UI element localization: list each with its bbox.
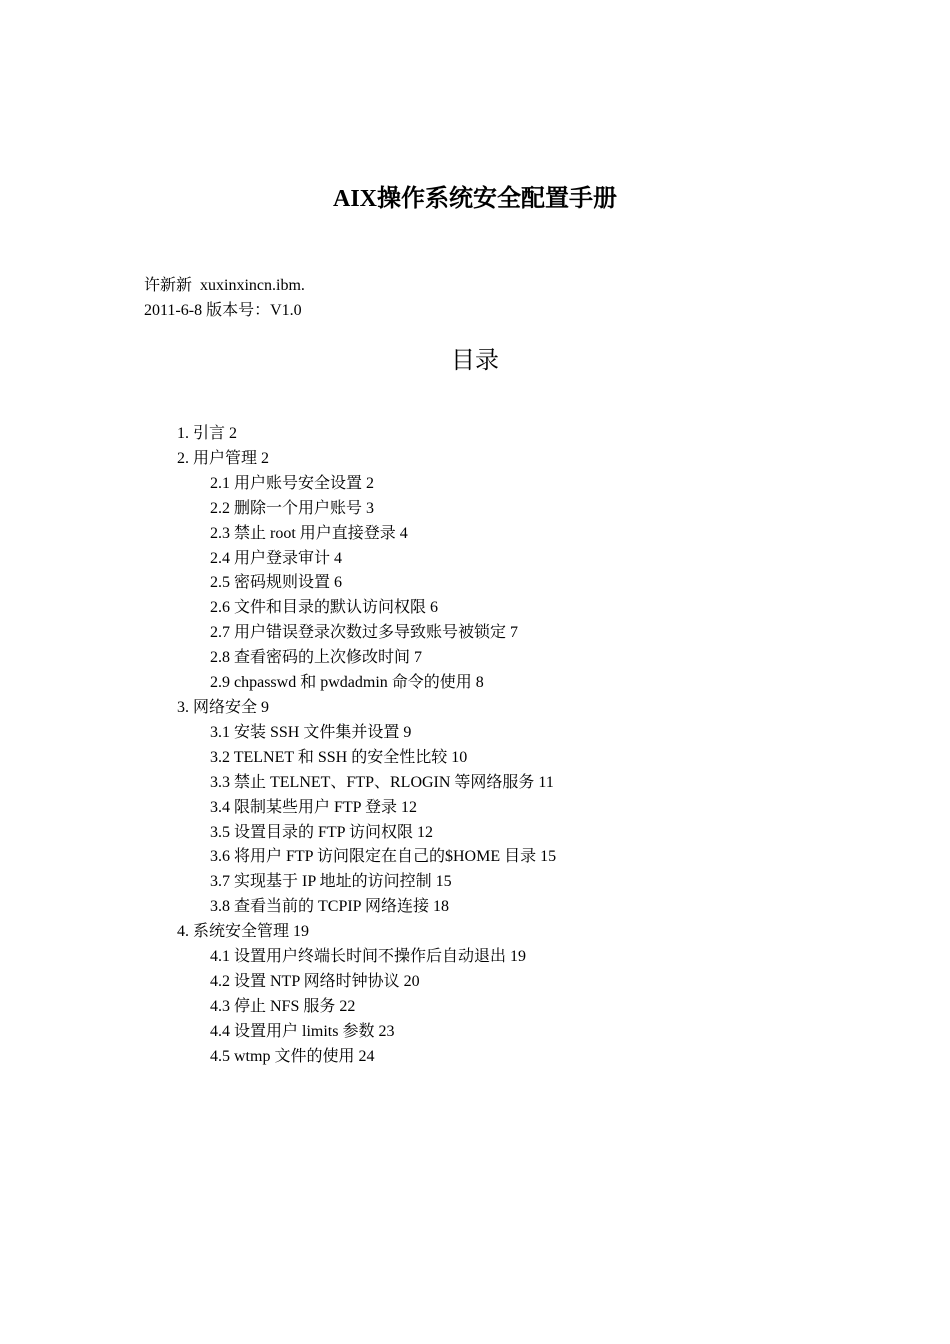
toc-entry[interactable]: 1. 引言 2 <box>177 425 238 442</box>
toc-entry[interactable]: 4.3 停止 NFS 服务 22 <box>210 997 356 1015</box>
toc-entry[interactable]: 3.2 TELNET 和 SSH 的安全性比较 10 <box>210 748 468 766</box>
toc-entry[interactable]: 2.8 查看密码的上次修改时间 7 <box>210 649 423 667</box>
toc-entry[interactable]: 2.9 chpasswd 和 pwdadmin 命令的使用 8 <box>210 674 484 692</box>
toc-entry[interactable]: 3.4 限制某些用户 FTP 登录 12 <box>210 798 417 816</box>
toc-entry[interactable]: 3.5 设置目录的 FTP 访问权限 12 <box>210 823 433 841</box>
toc-entry[interactable]: 3. 网络安全 9 <box>177 698 270 716</box>
document-title: AIX操作系统安全配置手册 <box>332 186 617 212</box>
date-version-line: 2011-6-8 版本号：V1.0 <box>144 302 302 319</box>
toc-entry[interactable]: 4.1 设置用户终端长时间不操作后自动退出 19 <box>210 948 527 966</box>
toc-entry[interactable]: 4. 系统安全管理 19 <box>177 923 310 941</box>
document-meta <box>144 273 305 323</box>
toc-entry[interactable]: 2.4 用户登录审计 4 <box>210 549 343 567</box>
toc-entry[interactable]: 4.2 设置 NTP 网络时钟协议 20 <box>210 972 420 990</box>
toc-entry[interactable]: 2.2 删除一个用户账号 3 <box>210 499 375 517</box>
toc-entry[interactable]: 4.4 设置用户 limits 参数 23 <box>210 1022 395 1040</box>
toc-entry[interactable]: 3.3 禁止 TELNET、FTP、RLOGIN 等网络服务 11 <box>210 773 554 791</box>
toc-entry[interactable]: 2.7 用户错误登录次数过多导致账号被锁定 7 <box>210 624 519 642</box>
toc-entry[interactable]: 2.6 文件和目录的默认访问权限 6 <box>210 599 439 617</box>
author-line: 许新新 xuxinxincn.ibm. <box>144 277 305 294</box>
toc-entry[interactable]: 3.7 实现基于 IP 地址的访问控制 15 <box>210 873 452 891</box>
toc-entry[interactable]: 2.1 用户账号安全设置 2 <box>210 474 375 492</box>
toc-entry[interactable]: 2.3 禁止 root 用户直接登录 4 <box>210 524 408 542</box>
toc-entry[interactable]: 4.5 wtmp 文件的使用 24 <box>210 1047 375 1065</box>
toc-entry[interactable]: 3.8 查看当前的 TCPIP 网络连接 18 <box>210 898 449 916</box>
toc-heading: 目录 <box>451 348 499 374</box>
toc-entry[interactable]: 2. 用户管理 2 <box>177 449 270 467</box>
table-of-contents <box>0 422 950 1070</box>
toc-entry[interactable]: 3.1 安装 SSH 文件集并设置 9 <box>210 723 412 741</box>
toc-entry[interactable]: 2.5 密码规则设置 6 <box>210 574 343 592</box>
toc-entry[interactable]: 3.6 将用户 FTP 访问限定在自己的$HOME 目录 15 <box>210 848 557 866</box>
